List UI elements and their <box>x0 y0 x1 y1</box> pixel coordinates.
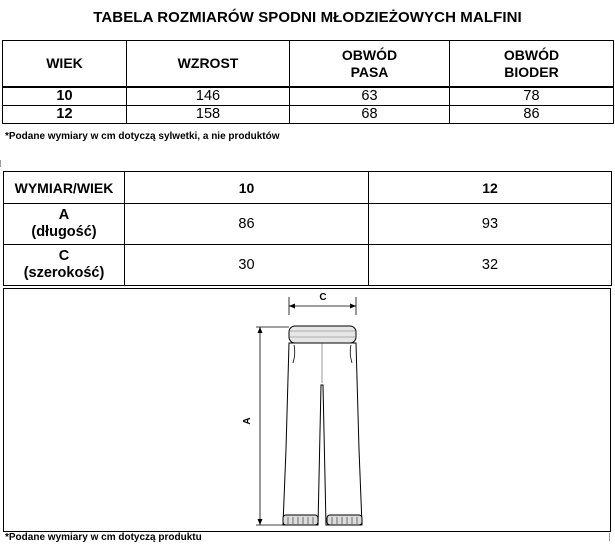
dimension-label <box>4 204 125 245</box>
dimension-table <box>3 171 612 286</box>
hips-cell: 86 <box>450 106 614 124</box>
page-title: TABELA ROZMIARÓW SPODNI MŁODZIEŻOWYCH MALFINI <box>93 9 522 26</box>
waist-cell: 63 <box>290 87 450 106</box>
table-row <box>4 245 612 286</box>
cursor-mark <box>0 160 4 167</box>
hips-header <box>450 41 614 88</box>
waist-header-line1: OBWÓD <box>341 46 398 63</box>
label-c: C <box>319 292 327 303</box>
size-table-header <box>3 41 614 88</box>
waist-header-line2: PASA <box>350 63 389 80</box>
height-cell: 158 <box>127 106 290 124</box>
age-10-header: 10 <box>125 172 369 204</box>
dimension-age-header: WYMIAR/WIEK <box>4 172 125 204</box>
table-row <box>3 87 614 106</box>
dimension-description: (szerokość) <box>23 265 105 281</box>
hips-header-line2: BIODER <box>504 63 559 80</box>
footnote-body-measurements: *Podane wymiary w cm dotyczą sylwetki, a nie produktów <box>5 131 280 142</box>
dimension-value: 32 <box>369 245 612 286</box>
age-cell: 12 <box>3 106 127 124</box>
hips-cell: 78 <box>450 87 614 106</box>
age-header: WIEK <box>3 41 127 88</box>
height-header: WZROST <box>127 41 290 88</box>
dimension-letter: A <box>58 207 70 223</box>
width-dimension <box>289 292 356 315</box>
table-row <box>4 204 612 245</box>
size-table <box>2 40 614 124</box>
cursor-mark <box>609 533 614 541</box>
dimension-table-header <box>4 172 612 204</box>
dimension-value: 86 <box>125 204 369 245</box>
dimension-label <box>4 245 125 286</box>
waist-cell: 68 <box>290 106 450 124</box>
dimension-letter: C <box>58 248 70 264</box>
label-a: A <box>242 417 253 425</box>
pants-diagram <box>4 289 610 531</box>
dimension-description: (długość) <box>31 224 97 240</box>
pants-figure-frame <box>3 288 611 532</box>
length-dimension <box>242 327 289 525</box>
footnote-product-measurements: *Podane wymiary w cm dotyczą produktu <box>5 532 202 543</box>
height-cell: 146 <box>127 87 290 106</box>
pants-icon <box>283 326 362 525</box>
dimension-value: 93 <box>369 204 612 245</box>
hips-header-line1: OBWÓD <box>503 46 560 63</box>
age-12-header: 12 <box>369 172 612 204</box>
waist-header <box>290 41 450 88</box>
age-cell: 10 <box>3 87 127 106</box>
dimension-value: 30 <box>125 245 369 286</box>
table-row <box>3 106 614 124</box>
